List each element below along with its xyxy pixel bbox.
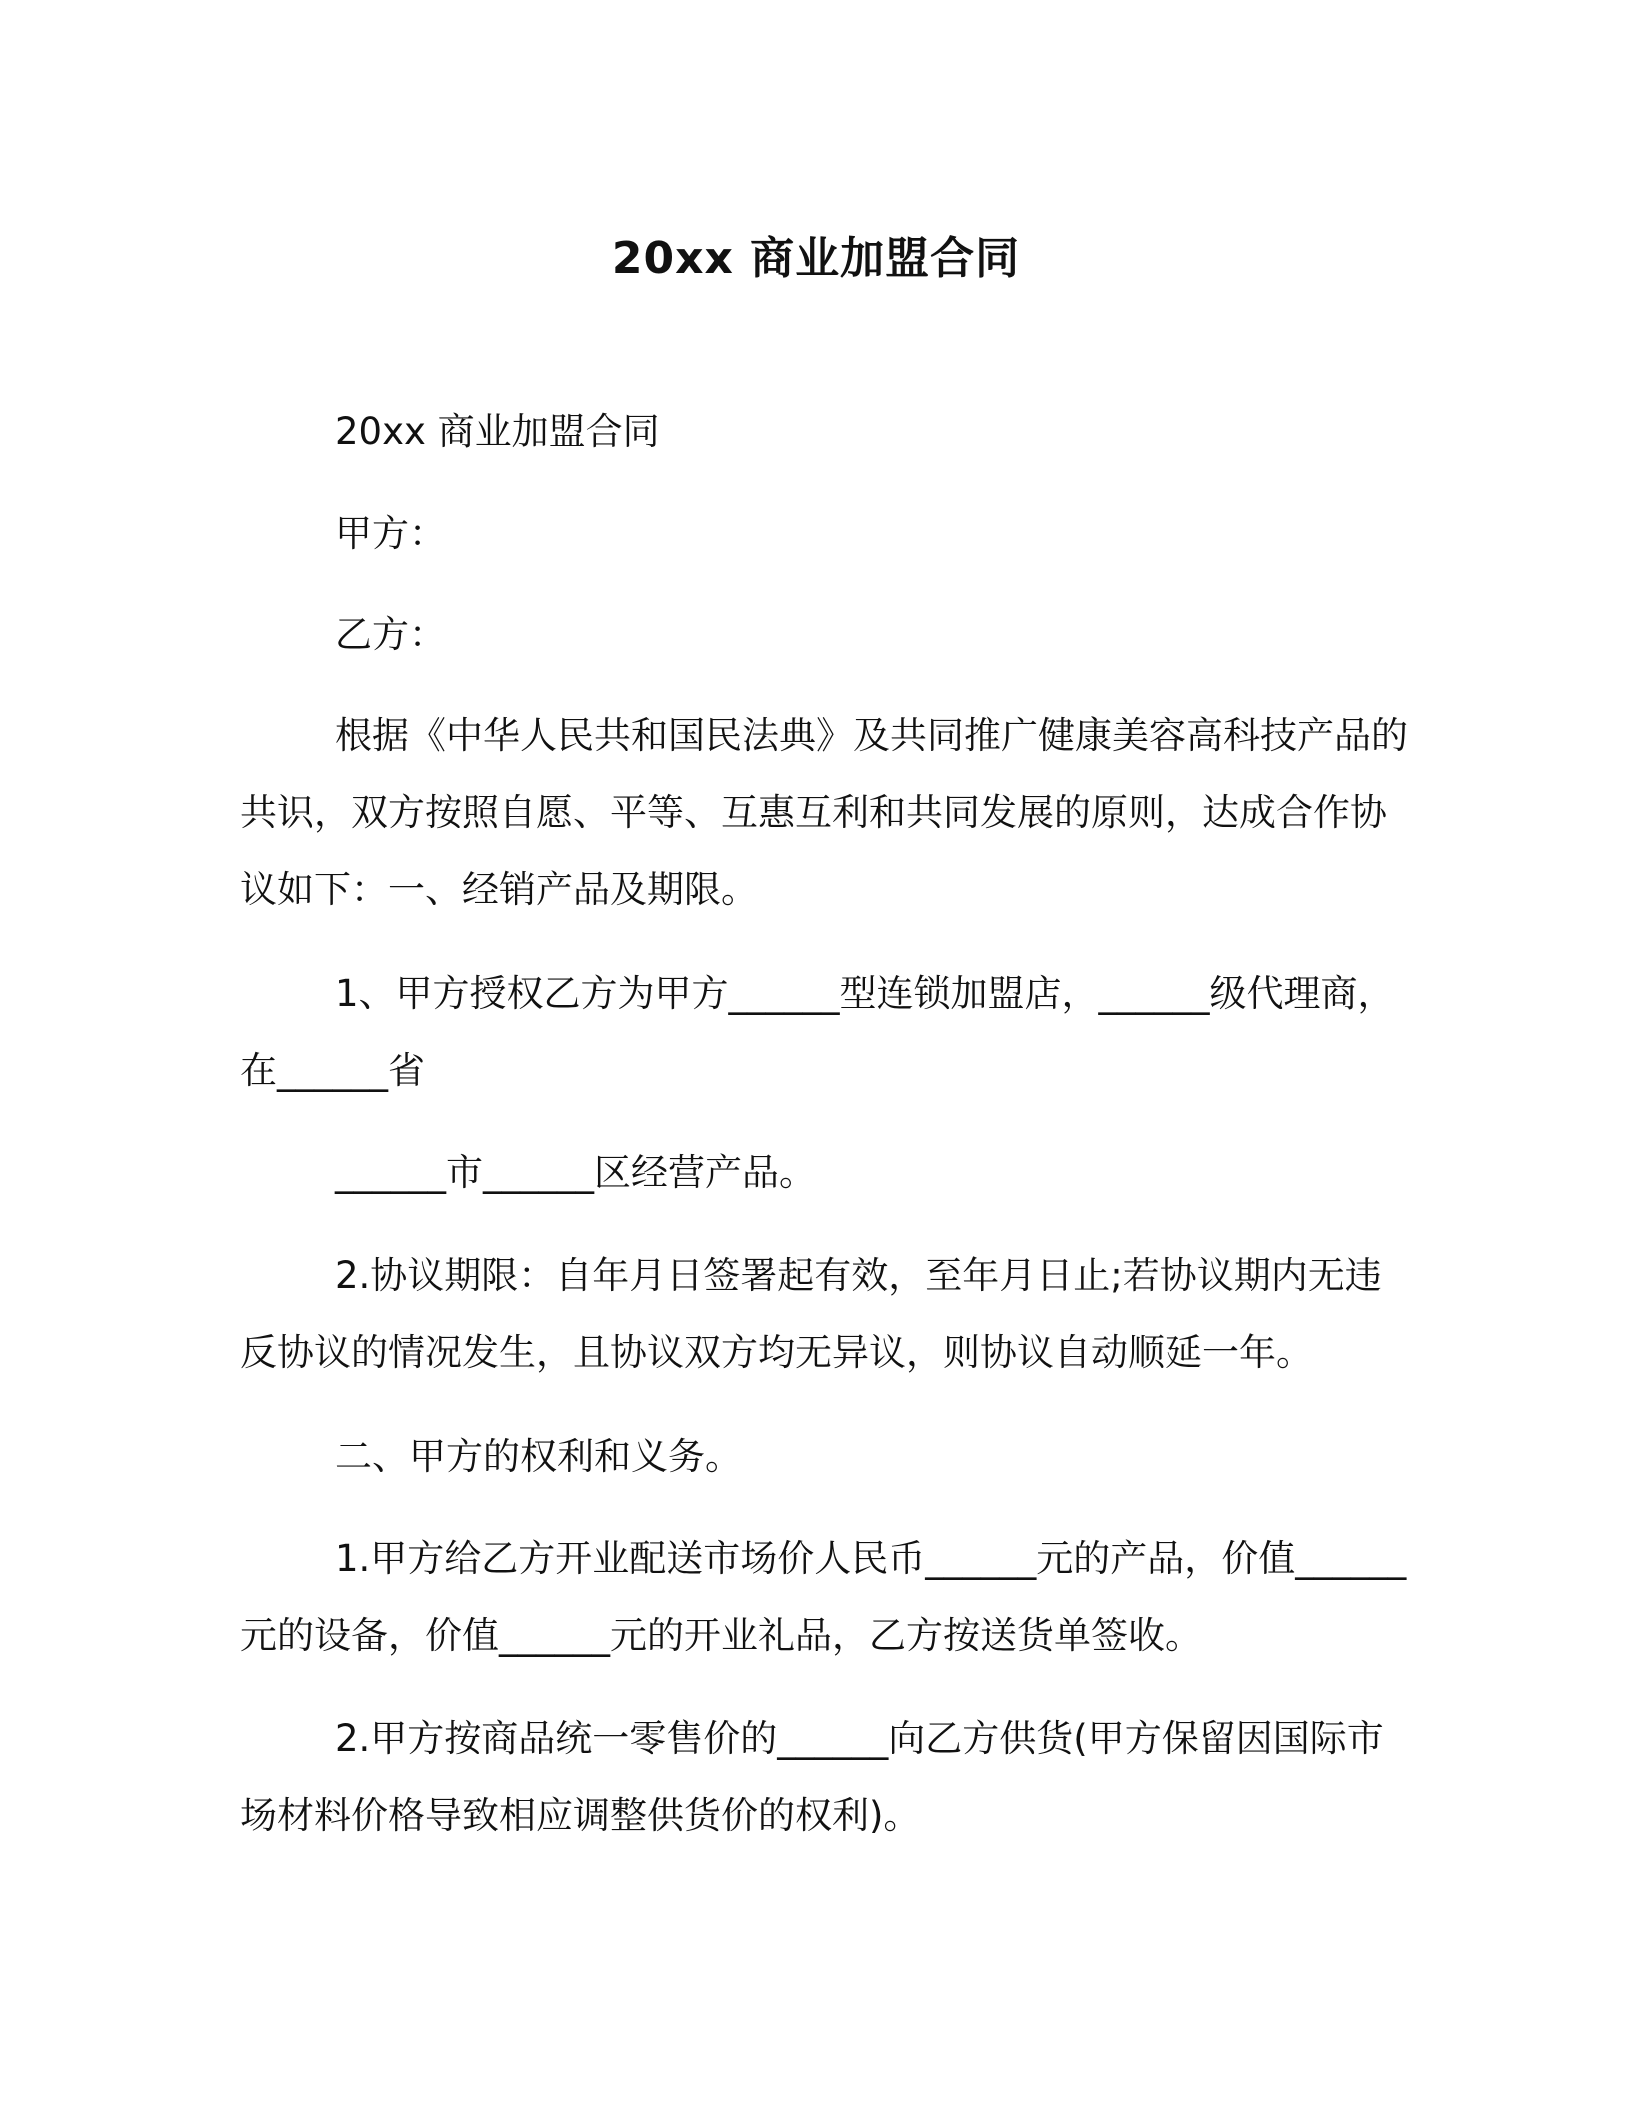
document-title: 20xx 商业加盟合同 xyxy=(611,233,1021,284)
paragraph-clause-2-2: 2.甲方按商品统一零售价的______向乙方供货(甲方保留因国际市场材料价格导致相应调整供货价的权利)。 xyxy=(240,1717,1384,1837)
paragraph-section-2: 二、甲方的权利和义务。 xyxy=(335,1435,742,1478)
paragraph-party-b: 乙方： xyxy=(335,613,446,656)
paragraph-clause-1-1-cont: ______市______区经营产品。 xyxy=(335,1151,816,1194)
paragraph-clause-2-1: 1.甲方给乙方开业配送市场价人民币______元的产品，价值______元的设备，价值______元的开业礼品，乙方按送货单签收。 xyxy=(240,1537,1407,1657)
paragraph-preamble: 根据《中华人民共和国民法典》及共同推广健康美容高科技产品的共识，双方按照自愿、平等、互惠互利和共同发展的原则，达成合作协议如下：一、经销产品及期限。 xyxy=(240,714,1408,911)
paragraph-subtitle: 20xx 商业加盟合同 xyxy=(335,410,660,453)
paragraph-party-a: 甲方： xyxy=(335,512,446,555)
paragraph-clause-1-2: 2.协议期限：自年月日签署起有效，至年月日止;若协议期内无违反协议的情况发生，且协议双方均无异议，则协议自动顺延一年。 xyxy=(240,1254,1382,1374)
paragraph-clause-1-1: 1、甲方授权乙方为甲方______型连锁加盟店，______级代理商，在______省 xyxy=(240,972,1395,1092)
